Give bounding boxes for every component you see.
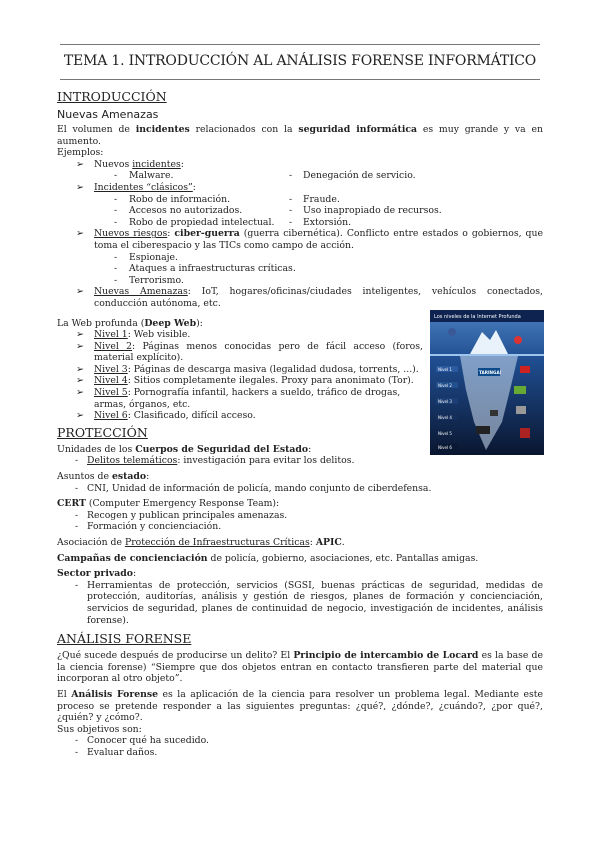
list-item: - Formación y concienciación. [75, 521, 222, 533]
objetivos-label: Sus objetivos son: [57, 723, 142, 735]
arrow-bullet-icon: ➢ [76, 363, 84, 375]
list-item: - Robo de información. [114, 193, 231, 205]
cuerpos-seguridad-label: Unidades de los Cuerpos de Seguridad del Estado: [57, 443, 312, 455]
list-item: - Ataques a infraestructuras críticas. [114, 263, 296, 275]
arrow-bullet-icon: ➢ [76, 387, 84, 399]
proteccion-heading: PROTECCIÓN [57, 424, 148, 440]
deep-web-level: ➢ Nivel 5: Pornografía infantil, hackers a sueldo, tráfico de drogas, armas, órganos, etc. [76, 387, 401, 410]
campanas-line: Campañas de concienciación de policía, gobierno, asociaciones, etc. Pantallas amigas. [57, 552, 479, 564]
deep-web-level: ➢ Nivel 6: Clasificado, difícil acceso. [76, 410, 256, 422]
list-item: - Herramientas de protección, servicios (SGSI, buenas prácticas de seguridad, medidas de protección, auditorías, análisis y gestión de riesgos, planes de formación y concienciación, servicios de seguridad, planes de continuidad de negocio, investigación de incidentes, análisis forense). [75, 579, 543, 626]
list-item: - Conocer qué ha sucedido. [75, 735, 210, 747]
list-item: - Accesos no autorizados. [114, 205, 243, 217]
arrow-bullet-icon: ➢ [76, 329, 84, 341]
analisis-forense-heading: ANÁLISIS FORENSE [57, 631, 192, 647]
arrow-bullet-icon: ➢ [76, 181, 84, 193]
deep-web-level: ➢ Nivel 1: Web visible. [76, 329, 191, 341]
nuevas-amenazas-heading: Nuevas Amenazas [57, 108, 159, 121]
arrow-bullet-icon: ➢ [76, 375, 84, 387]
list-item: - Denegación de servicio. [289, 170, 416, 182]
list-item: - Extorsión. [289, 216, 352, 228]
apic-line: Asociación de Protección de Infraestructuras Críticas: APIC. [57, 537, 345, 548]
bullet-nuevos-riesgos: ➢ Nuevos riesgos: ciber-guerra (guerra cibernética). Conflicto entre estados o gobiernos, que toma el ciberespacio y las TICs como campo de acción. [76, 228, 543, 251]
level-label: Nivel 6 [438, 444, 452, 450]
list-item: - Recogen y publican principales amenazas. [75, 509, 288, 521]
incidentes-clasicos-list [57, 194, 543, 229]
content [57, 90, 543, 759]
sector-privado-label: Sector privado: [57, 568, 137, 580]
list-item: - Terrorismo. [114, 274, 184, 286]
arrow-bullet-icon: ➢ [76, 158, 84, 170]
list-item: - Uso inapropiado de recursos. [289, 205, 442, 217]
locard-paragraph: ¿Qué sucede después de producirse un delito? El Principio de intercambio de Locard es la base de la ciencia forense) “Siempre que dos objetos entran en contacto transfieren parte del material que incorporan al otro objeto”. [57, 650, 543, 685]
analisis-paragraph: El Análisis Forense es la aplicación de la ciencia para resolver un problema legal. Mediante este proceso se pretende responder a las siguientes preguntas: ¿qué?, ¿dónde?, ¿cuándo?, ¿por qué?, ¿quién? y ¿cómo?. [57, 688, 544, 724]
list-item: - Delitos telemáticos: investigación para evitar los delitos. [75, 455, 355, 467]
iceberg-title: Los niveles de la Internet Profunda [434, 313, 521, 320]
bullet-nuevas-amenazas: ➢ Nuevas Amenazas: IoT, hogares/oficinas/ciudades inteligentes, vehículos conectados, conducción autónoma, etc. [76, 286, 543, 309]
deep-web-level: ➢ Nivel 2: Páginas menos conocidas pero de fácil acceso (foros, material explícito). [76, 340, 423, 364]
list-item: - Robo de propiedad intelectual. [114, 216, 275, 228]
nuevos-incidentes-list [57, 170, 543, 182]
arrow-bullet-icon: ➢ [76, 340, 84, 352]
list-item: - Espionaje. [114, 251, 178, 263]
intro-paragraph: El volumen de incidentes relacionados con la seguridad informática es muy grande y va en aumento. [57, 124, 543, 147]
list-item: - Fraude. [289, 193, 340, 205]
page-title: TEMA 1. INTRODUCCIÓN AL ANÁLISIS FORENSE INFORMÁTICO [63, 53, 537, 69]
level-label: Nivel 1 [438, 366, 452, 372]
bullet-nuevos-incidentes: ➢ Nuevos incidentes: [76, 158, 184, 170]
bullet-incidentes-clasicos: ➢ Incidentes “clásicos”: [76, 181, 196, 193]
deep-web-iceberg-image [430, 310, 544, 455]
list-item: - Malware. [114, 170, 174, 182]
arrow-bullet-icon: ➢ [76, 286, 84, 298]
title-rule [60, 79, 540, 80]
list-item: - Evaluar daños. [75, 746, 158, 758]
intro-heading: INTRODUCCIÓN [57, 89, 167, 104]
asuntos-estado-label: Asuntos de estado: [57, 471, 150, 483]
taringa-logo: TARINGA! [479, 369, 502, 375]
deep-web-level: ➢ Nivel 4: Sitios completamente ilegales. Proxy para anonimato (Tor). [76, 375, 414, 387]
deep-web-intro: La Web profunda (Deep Web): [57, 317, 203, 329]
list-item: - CNI, Unidad de información de policía, mando conjunto de ciberdefensa. [75, 482, 432, 494]
level-label: Nivel 4 [438, 414, 452, 420]
arrow-bullet-icon: ➢ [76, 410, 84, 422]
ejemplos-label: Ejemplos: [57, 147, 104, 159]
cert-label: CERT (Computer Emergency Response Team): [57, 498, 280, 510]
level-label: Nivel 3 [438, 398, 452, 404]
arrow-bullet-icon: ➢ [76, 228, 84, 240]
top-rule [60, 44, 540, 45]
deep-web-level: ➢ Nivel 3: Páginas de descarga masiva (legalidad dudosa, torrents, ...). [76, 363, 419, 375]
level-label: Nivel 5 [438, 430, 452, 436]
level-label: Nivel 2 [438, 382, 452, 388]
